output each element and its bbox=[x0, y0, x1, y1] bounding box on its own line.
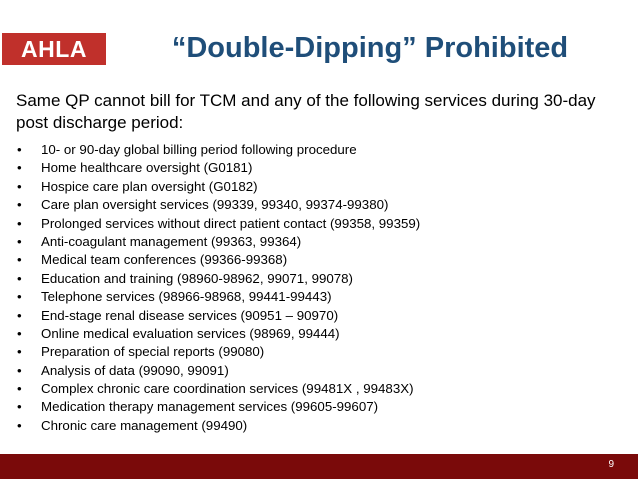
page-number: 9 bbox=[608, 459, 614, 470]
list-item bbox=[16, 398, 626, 416]
bullet-icon: • bbox=[17, 344, 22, 360]
list-item-text: Chronic care management (99490) bbox=[41, 417, 248, 433]
list-item-text: Complex chronic care coordination services (99481X , 99483X) bbox=[41, 381, 414, 397]
list-item bbox=[16, 178, 626, 196]
service-list bbox=[16, 141, 626, 435]
bullet-icon: • bbox=[17, 270, 22, 286]
list-item-text: 10- or 90-day global billing period following procedure bbox=[41, 142, 357, 157]
list-item-text: Analysis of data (99090, 99091) bbox=[41, 362, 229, 378]
list-item bbox=[16, 288, 626, 306]
list-item bbox=[16, 270, 626, 288]
bullet-icon: • bbox=[17, 233, 22, 249]
list-item-text: Medication therapy management services (99605-99607) bbox=[41, 399, 379, 415]
list-item-text: Hospice care plan oversight (G0182) bbox=[41, 178, 258, 194]
intro-text: Same QP cannot bill for TCM and any of the following services during 30-day post discharge period: bbox=[16, 91, 596, 132]
bullet-icon: • bbox=[17, 142, 22, 157]
bullet-icon: • bbox=[17, 215, 22, 231]
list-item-text: Medical team conferences (99366-99368) bbox=[41, 252, 288, 268]
list-item bbox=[16, 307, 626, 325]
bullet-icon: • bbox=[17, 325, 22, 341]
list-item bbox=[16, 215, 626, 233]
list-item bbox=[16, 362, 626, 380]
bullet-icon: • bbox=[17, 252, 22, 268]
bullet-icon: • bbox=[17, 307, 22, 323]
list-item-text: Prolonged services without direct patient contact (99358, 99359) bbox=[41, 215, 421, 231]
list-item bbox=[16, 325, 626, 343]
list-item-text: Telephone services (98966-98968, 99441-99443) bbox=[41, 289, 332, 305]
bullet-icon: • bbox=[17, 289, 22, 305]
bullet-icon: • bbox=[17, 381, 22, 397]
list-item bbox=[16, 251, 626, 269]
list-item-text: Preparation of special reports (99080) bbox=[41, 344, 265, 360]
list-item-text: Care plan oversight services (99339, 99340, 99374-99380) bbox=[41, 197, 389, 213]
list-item bbox=[16, 343, 626, 361]
list-item bbox=[16, 196, 626, 214]
list-item-text: Online medical evaluation services (98969, 99444) bbox=[41, 325, 340, 341]
bullet-icon: • bbox=[17, 362, 22, 378]
footer-bar bbox=[0, 454, 638, 479]
list-item-text: Home healthcare oversight (G0181) bbox=[41, 160, 253, 176]
list-item bbox=[16, 141, 626, 159]
bullet-icon: • bbox=[17, 417, 22, 433]
list-item-text: Education and training (98960-98962, 99071, 99078) bbox=[41, 270, 353, 286]
list-item-text: Anti-coagulant management (99363, 99364) bbox=[41, 233, 302, 249]
list-item bbox=[16, 233, 626, 251]
list-item bbox=[16, 380, 626, 398]
bullet-icon: • bbox=[17, 197, 22, 213]
list-item bbox=[16, 417, 626, 435]
slide-title: “Double-Dipping” Prohibited bbox=[171, 32, 569, 64]
bullet-icon: • bbox=[17, 160, 22, 176]
list-item bbox=[16, 159, 626, 177]
bullet-icon: • bbox=[17, 178, 22, 194]
list-item-text: End-stage renal disease services (90951 – 90970) bbox=[41, 307, 339, 323]
bullet-icon: • bbox=[17, 399, 22, 415]
ahla-logo: AHLA bbox=[2, 33, 106, 65]
